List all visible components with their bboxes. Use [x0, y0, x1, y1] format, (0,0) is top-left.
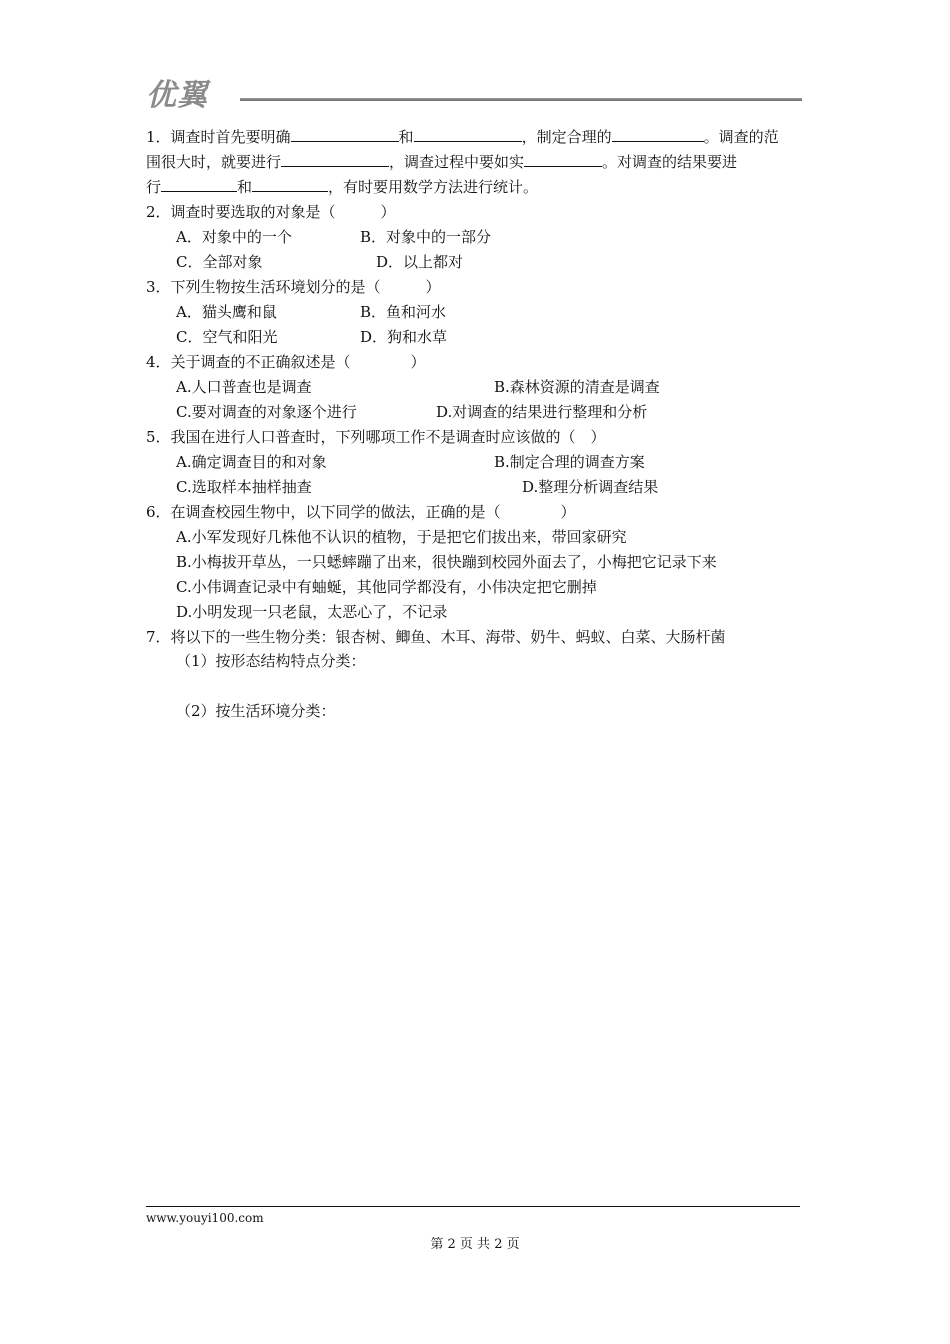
q4-option-c: C.要对调查的对象逐个进行 [176, 403, 357, 421]
q7-stem: 7．将以下的一些生物分类：银杏树、鲫鱼、木耳、海带、奶牛、蚂蚁、白菜、大肠杆菌 [146, 628, 726, 646]
q2-stem: 2．调查时要选取的对象是（ ） [146, 203, 396, 221]
q4-option-b: B.森林资源的清查是调查 [494, 378, 660, 396]
q5-option-d: D.整理分析调查结果 [522, 478, 659, 496]
q7-part2: （2）按生活环境分类： [176, 702, 336, 720]
q2-option-c: C．全部对象 [176, 253, 263, 271]
footer-url: www.youyi100.com [146, 1211, 264, 1225]
q3-stem: 3．下列生物按生活环境划分的是（ ） [146, 278, 441, 296]
q3-option-d: D．狗和水草 [360, 328, 448, 346]
q2-option-b: B．对象中的一部分 [360, 228, 492, 246]
q2-option-d: D．以上都对 [376, 253, 464, 271]
logo: 优翼 [146, 78, 208, 113]
footer-divider [146, 1206, 800, 1207]
q5-option-c: C.选取样本抽样抽查 [176, 478, 312, 496]
header-divider [240, 98, 802, 101]
q5-option-a: A.确定调查目的和对象 [176, 453, 327, 471]
q5-stem: 5．我国在进行人口普查时，下列哪项工作不是调查时应该做的（ ） [146, 428, 606, 446]
answer-blank[interactable] [524, 152, 602, 167]
q4-stem: 4．关于调查的不正确叙述是（ ） [146, 353, 426, 371]
q5-option-b: B.制定合理的调查方案 [494, 453, 645, 471]
q1-line2: 围很大时，就要进行 ，调查过程中要如实 。对调查的结果要进 [146, 153, 738, 171]
answer-blank[interactable] [414, 127, 522, 142]
q6-stem: 6．在调查校园生物中，以下同学的做法，正确的是（ ） [146, 503, 576, 521]
q4-option-a: A.人口普查也是调查 [176, 378, 312, 396]
answer-blank[interactable] [291, 127, 399, 142]
q6-option-a: A.小军发现好几株他不认识的植物，于是把它们拔出来，带回家研究 [176, 528, 627, 546]
answer-blank[interactable] [281, 152, 389, 167]
q1-line1: 1．调查时首先要明确 和 ，制定合理的 。调查的范 [146, 128, 779, 146]
q6-option-c: C.小伟调查记录中有蚰蜒，其他同学都没有，小伟决定把它删掉 [176, 578, 597, 596]
q7-part1: （1）按形态结构特点分类： [176, 652, 366, 670]
answer-blank[interactable] [161, 177, 237, 192]
q3-option-c: C．空气和阳光 [176, 328, 278, 346]
q1-line3: 行 和 ，有时要用数学方法进行统计。 [146, 178, 539, 196]
q3-option-b: B．鱼和河水 [360, 303, 447, 321]
q2-option-a: A．对象中的一个 [176, 228, 292, 246]
answer-blank[interactable] [252, 177, 328, 192]
q3-option-a: A．猫头鹰和鼠 [176, 303, 277, 321]
q6-option-d: D.小明发现一只老鼠，太恶心了，不记录 [176, 603, 448, 621]
q4-option-d: D.对调查的结果进行整理和分析 [436, 403, 648, 421]
answer-blank[interactable] [612, 127, 704, 142]
q6-option-b: B.小梅拔开草丛，一只蟋蟀蹦了出来，很快蹦到校园外面去了，小梅把它记录下来 [176, 553, 717, 571]
page-number: 第 2 页 共 2 页 [430, 1237, 520, 1252]
